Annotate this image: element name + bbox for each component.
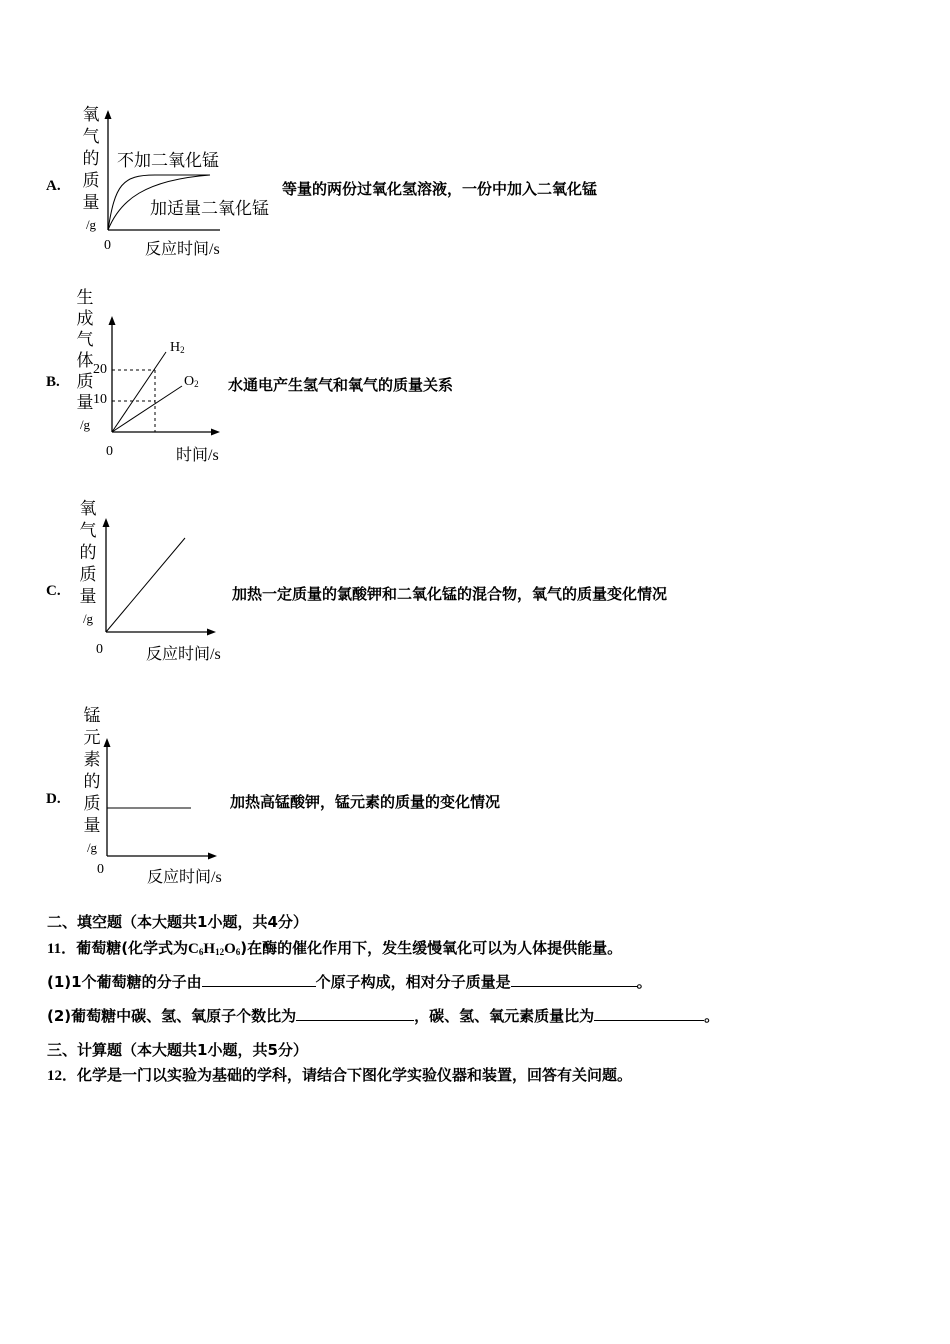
question-12-number: 12．: [47, 1068, 78, 1084]
option-a-letter: A.: [46, 178, 61, 194]
option-d-description: 加热高锰酸钾，锰元素的质量的变化情况: [230, 793, 501, 811]
question-12: 12．化学是一门以实验为基础的学科，请结合下图化学实验仪器和装置，回答有关问题。: [47, 1066, 633, 1084]
option-a-origin: 0: [104, 238, 111, 253]
option-d-origin: 0: [97, 862, 104, 877]
option-c-origin: 0: [96, 642, 103, 657]
option-b-description: 水通电产生氢气和氧气的质量关系: [228, 376, 454, 394]
option-d-x-axis-label: 反应时间/s: [147, 867, 222, 886]
answer-blank-molecular-mass[interactable]: [511, 972, 637, 987]
option-c-y-arrow: [103, 518, 110, 527]
option-b-x-axis-label: 时间/s: [176, 445, 219, 464]
option-b-o2-line: [112, 386, 182, 432]
option-d-y-arrow: [104, 738, 111, 747]
option-b-h2-line: [112, 352, 166, 432]
answer-blank-mass-ratio[interactable]: [594, 1006, 704, 1021]
option-a-curve-label-no-catalyst: 不加二氧化锰: [117, 151, 219, 171]
option-d-x-arrow: [208, 853, 217, 860]
option-c-graph: [98, 518, 218, 634]
option-b-x-arrow: [211, 429, 220, 436]
option-b-letter: B.: [46, 374, 60, 390]
section-2-heading: 二、填空题（本大题共1小题，共4分）: [47, 913, 308, 931]
option-b-tick-20: 20: [93, 362, 107, 377]
option-b-series-h2: $H_2$: [170, 340, 185, 355]
option-c-line: [106, 538, 185, 632]
glucose-formula: $C_6H_{12}O_6$: [188, 941, 241, 957]
option-a-y-axis-label: 氧 气 的 质 量 /g: [82, 105, 100, 232]
option-a-y-arrow: [105, 110, 112, 119]
option-c-x-axis-label: 反应时间/s: [146, 644, 221, 663]
question-11: 11．葡萄糖(化学式为$C_6H_{12}O_6$)在酶的催化作用下，发生缓慢氧化可以为人体提供能量。: [47, 939, 623, 957]
option-b-y-axis-label: 生 成 气 体 质 量 /g: [76, 288, 94, 432]
option-a-x-axis-label: 反应时间/s: [145, 239, 220, 258]
option-d-letter: D.: [46, 791, 61, 807]
option-a-curve-label-catalyst: 加适量二氧化锰: [150, 199, 269, 219]
answer-blank-atom-ratio[interactable]: [296, 1006, 414, 1021]
option-c-description: 加热一定质量的氯酸钾和二氧化锰的混合物，氧气的质量变化情况: [232, 585, 668, 603]
option-a-description: 等量的两份过氧化氢溶液，一份中加入二氧化锰: [282, 180, 598, 198]
question-11-part-1: (1)1个葡萄糖的分子由 个原子构成，相对分子质量是 。: [47, 973, 652, 991]
option-b-origin: 0: [106, 444, 113, 459]
answer-blank-atom-count[interactable]: [202, 972, 316, 987]
option-b-y-arrow: [109, 316, 116, 325]
option-c-y-axis-label: 氧 气 的 质 量 /g: [79, 499, 97, 626]
option-b-graph: [104, 316, 224, 434]
question-11-part-2: (2)葡萄糖中碳、氢、氧原子个数比为 ，碳、氢、氧元素质量比为 。: [47, 1007, 720, 1025]
option-c-letter: C.: [46, 583, 61, 599]
section-3-heading: 三、计算题（本大题共1小题，共5分）: [47, 1041, 308, 1059]
option-b-series-o2: $O_2$: [184, 374, 199, 389]
option-d-graph: [99, 738, 219, 858]
option-b-tick-10: 10: [93, 392, 107, 407]
option-c-x-arrow: [207, 629, 216, 636]
option-d-y-axis-label: 锰 元 素 的 质 量 /g: [83, 706, 101, 855]
question-11-number: 11．: [47, 941, 77, 957]
